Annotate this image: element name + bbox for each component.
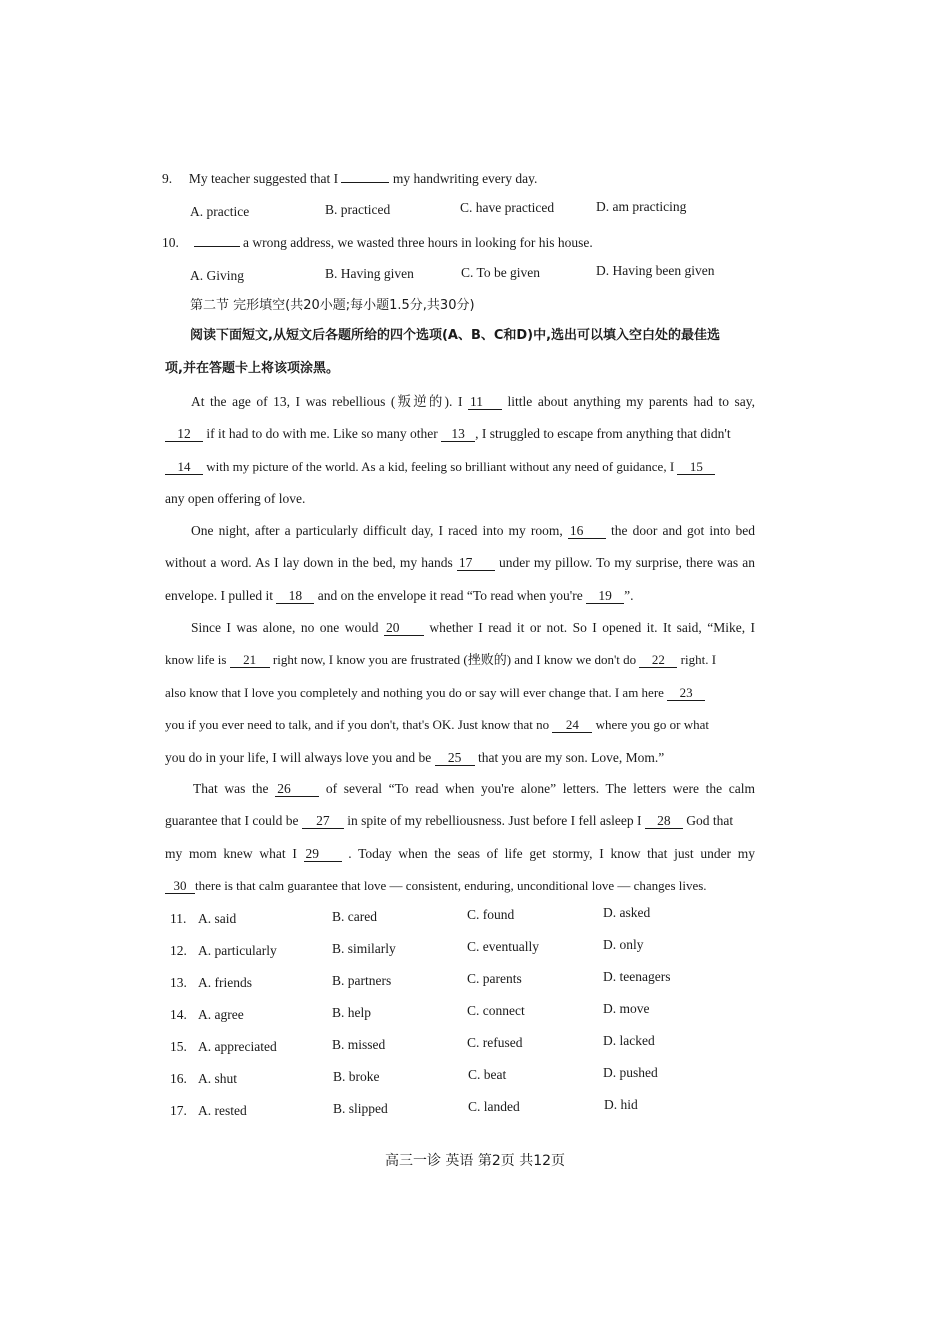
choice-option-c: C. eventually bbox=[467, 939, 539, 954]
choice-row: 16. bbox=[170, 1071, 187, 1086]
choice-option-a: A. particularly bbox=[198, 943, 277, 958]
passage-line: guarantee that I could be 27 in spite of my rebelliousness. Just before I fell asleep I 28 God that bbox=[165, 813, 734, 829]
choice-option-a: A. rested bbox=[198, 1103, 247, 1118]
cloze-blank-16: 16 bbox=[568, 524, 606, 539]
answer-blank bbox=[341, 182, 389, 183]
choice-row: 12. bbox=[170, 943, 187, 958]
cloze-blank-15: 15 bbox=[677, 460, 715, 475]
cloze-blank-26: 26 bbox=[275, 782, 319, 797]
question-10-stem bbox=[162, 234, 593, 252]
cloze-blank-23: 23 bbox=[667, 686, 705, 701]
passage-line: 12 if it had to do with me. Like so many other 13 , I struggled to escape from anything that didn't bbox=[165, 418, 755, 450]
cloze-blank-14: 14 bbox=[165, 460, 203, 475]
option-a: A. practice bbox=[190, 204, 250, 219]
choice-row: 13. bbox=[170, 975, 187, 990]
choice-option-d: D. move bbox=[603, 1001, 650, 1016]
passage-line: 14 with my picture of the world. As a kid, feeling so brilliant without any need of guidance, I 15 bbox=[165, 451, 755, 483]
choice-option-b: B. help bbox=[332, 1005, 371, 1020]
choice-row: 11. bbox=[170, 911, 187, 926]
choice-option-b: B. similarly bbox=[332, 941, 396, 956]
choice-option-a: A. agree bbox=[198, 1007, 244, 1022]
cloze-blank-17: 17 bbox=[457, 556, 495, 571]
cloze-blank-20: 20 bbox=[384, 621, 424, 636]
section-heading: 第二节 完形填空(共20小题;每小题1.5分,共30分) bbox=[190, 298, 475, 313]
passage-line: you if you ever need to talk, and if you don't, that's OK. Just know that no 24 where you go or what bbox=[165, 717, 710, 733]
choice-option-c: C. parents bbox=[467, 971, 522, 986]
cloze-blank-24: 24 bbox=[552, 718, 592, 733]
choice-option-b: B. partners bbox=[332, 973, 392, 988]
passage-line: envelope. I pulled it 18 and on the envelope it read “To read when you're 19 ”. bbox=[165, 587, 634, 603]
page-footer: 高三一诊 英语 第2页 共12页 bbox=[384, 1153, 566, 1169]
stem-text: a wrong address, we wasted three hours in looking for his house. bbox=[243, 235, 593, 250]
option-c: C. have practiced bbox=[460, 200, 555, 215]
cloze-blank-12: 12 bbox=[165, 427, 203, 442]
choice-option-b: B. slipped bbox=[333, 1101, 388, 1116]
passage-line: you do in your life, I will always love you and be 25 that you are my son. Love, Mom.” bbox=[165, 749, 665, 765]
choice-option-a: A. friends bbox=[198, 975, 252, 990]
choice-row: 17. bbox=[170, 1103, 187, 1118]
choice-row: 14. bbox=[170, 1007, 187, 1022]
cloze-blank-27: 27 bbox=[302, 814, 344, 829]
choice-row: 15. bbox=[170, 1039, 187, 1054]
cloze-blank-11: 11 bbox=[468, 395, 502, 410]
cloze-blank-19: 19 bbox=[586, 589, 624, 604]
option-b: B. practiced bbox=[325, 202, 391, 217]
question-number: 9. bbox=[162, 171, 173, 186]
passage-paragraph-3 bbox=[165, 612, 755, 774]
passage-line: One night, after a particularly difficult day, I raced into my room, 16 the door and got into bed bbox=[191, 523, 755, 538]
cloze-blank-25: 25 bbox=[435, 751, 475, 766]
question-9-stem bbox=[162, 170, 537, 188]
passage-paragraph-4 bbox=[165, 773, 755, 903]
passage-paragraph-1 bbox=[165, 386, 755, 516]
choice-option-a: A. appreciated bbox=[198, 1039, 277, 1054]
choice-option-d: D. teenagers bbox=[603, 969, 671, 984]
choice-option-c: C. beat bbox=[468, 1067, 507, 1082]
cloze-blank-18: 18 bbox=[276, 589, 314, 604]
section-instruction-line-1: 阅读下面短文,从短文后各题所给的四个选项(A、B、C和D)中,选出可以填入空白处的最佳选 bbox=[190, 328, 721, 343]
cloze-blank-22: 22 bbox=[639, 653, 677, 668]
choice-option-d: D. pushed bbox=[603, 1065, 658, 1080]
passage-line: without a word. As I lay down in the bed, my hands 17 under my pillow. To my surprise, there was an bbox=[165, 555, 755, 571]
choice-option-d: D. asked bbox=[603, 905, 651, 920]
choice-option-c: C. connect bbox=[467, 1003, 525, 1018]
section-instruction-line-2: 项,并在答题卡上将该项涂黑。 bbox=[165, 361, 339, 376]
choice-option-a: A. shut bbox=[198, 1071, 238, 1086]
passage-line: my mom knew what I 29 . Today when the seas of life get stormy, I know that just under my bbox=[165, 845, 756, 861]
choice-option-c: C. landed bbox=[468, 1099, 520, 1114]
cloze-blank-30: 30 bbox=[165, 879, 195, 894]
choice-option-d: D. only bbox=[603, 937, 644, 952]
passage-line: any open offering of love. bbox=[165, 491, 306, 507]
option-a: A. Giving bbox=[190, 268, 244, 283]
choice-option-b: B. missed bbox=[332, 1037, 386, 1052]
passage-line: also know that I love you completely and nothing you do or say will ever change that. I am here 23 bbox=[165, 677, 755, 709]
question-number: 10. bbox=[162, 235, 179, 250]
cloze-blank-29: 29 bbox=[304, 847, 342, 862]
stem-text: my handwriting every day. bbox=[392, 171, 538, 186]
cloze-blank-21: 21 bbox=[230, 653, 270, 668]
passage-line: 30 there is that calm guarantee that love — consistent, enduring, unconditional love — changes lives. bbox=[165, 870, 755, 902]
passage-line: know life is 21 right now, I know you are frustrated (挫败的) and I know we don't do 22 right. I bbox=[165, 652, 717, 668]
option-d: D. am practicing bbox=[596, 199, 687, 214]
option-b: B. Having given bbox=[325, 266, 414, 281]
cloze-blank-28: 28 bbox=[645, 814, 683, 829]
passage-paragraph-2 bbox=[165, 515, 755, 612]
choice-option-c: C. found bbox=[467, 907, 515, 922]
option-c: C. To be given bbox=[461, 265, 541, 280]
choice-option-d: D. lacked bbox=[603, 1033, 655, 1048]
passage-line: At the age of 13, I was rebellious (叛逆的). I 11 little about anything my parents had to say, bbox=[191, 394, 756, 409]
passage-line: That was the 26 of several “To read when you're alone” letters. The letters were the calm bbox=[193, 781, 756, 796]
stem-text: My teacher suggested that I bbox=[188, 171, 339, 186]
choice-option-a: A. said bbox=[198, 911, 237, 926]
choice-option-b: B. cared bbox=[332, 909, 377, 924]
choice-option-b: B. broke bbox=[333, 1069, 380, 1084]
cloze-blank-13: 13 bbox=[441, 427, 475, 442]
option-d: D. Having been given bbox=[596, 263, 715, 278]
choice-option-d: D. hid bbox=[604, 1097, 638, 1112]
answer-blank bbox=[194, 246, 240, 247]
passage-line: Since I was alone, no one would 20 whether I read it or not. So I opened it. It said, “Mike, I bbox=[191, 620, 756, 635]
choice-option-c: C. refused bbox=[467, 1035, 523, 1050]
